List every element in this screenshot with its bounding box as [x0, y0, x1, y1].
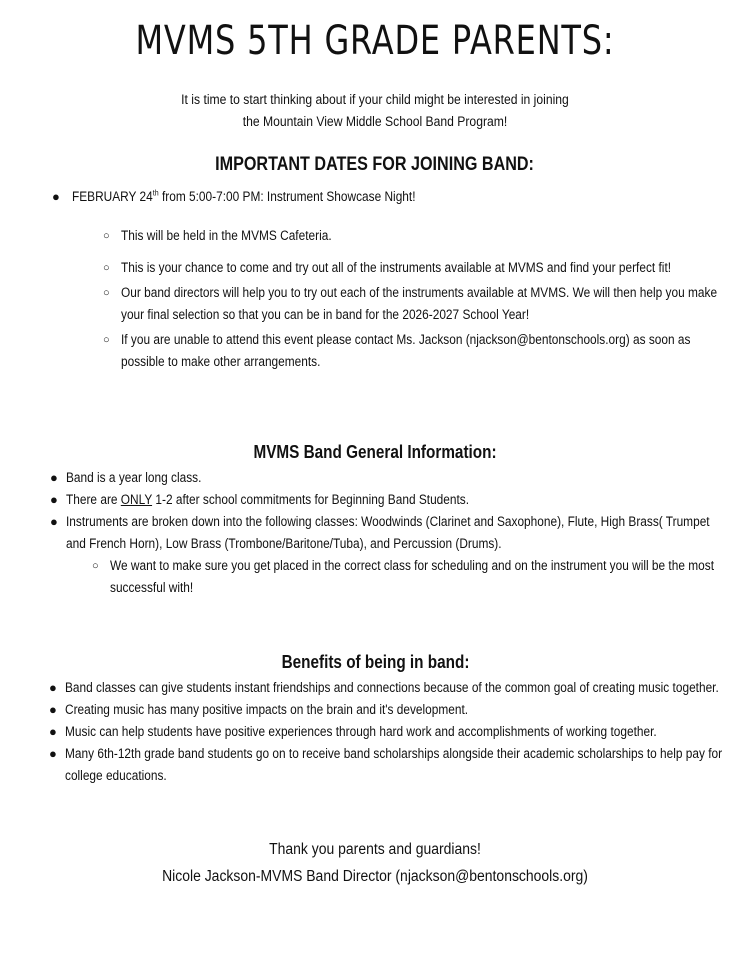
list-item: ○ We want to make sure you get placed in the correct class for scheduling and on the instrument you will be the most successful with!	[66, 555, 730, 599]
list-item: ○ This will be held in the MVMS Cafeteria.	[72, 225, 732, 247]
bullet-icon: ●	[50, 470, 58, 485]
list-item: ● There are ONLY 1-2 after school commitments for Beginning Band Students.	[50, 489, 730, 511]
list-item: ○ If you are unable to attend this event please contact Ms. Jackson (njackson@bentonschools.org) as soon as possible to make other arrangements.	[72, 329, 732, 373]
dates-list	[52, 186, 732, 376]
bullet-icon: ●	[50, 492, 58, 507]
intro-line-2: the Mountain View Middle School Band Program!	[242, 114, 508, 129]
instrument-class-details	[66, 555, 730, 599]
bullet-icon: ●	[49, 702, 57, 717]
list-item: ○ Our band directors will help you to try out each of the instruments available at MVMS. We will then help you make your final selection so that you can be in band for the 2026-2027 School Year!	[72, 282, 732, 326]
bullet-icon: ●	[50, 514, 58, 529]
circle-bullet-icon: ○	[103, 334, 110, 346]
list-item: ● Many 6th-12th grade band students go on to receive band scholarships alongside their academic scholarships to help pay for college educations.	[49, 743, 729, 787]
dates-heading: IMPORTANT DATES FOR JOINING BAND:	[215, 154, 535, 175]
list-item: ● Band is a year long class.	[50, 467, 730, 489]
bullet-icon: ●	[49, 724, 57, 739]
list-item: ○ This is your chance to come and try out all of the instruments available at MVMS and find your perfect fit!	[72, 257, 732, 279]
list-item: ● Instruments are broken down into the following classes: Woodwinds (Clarinet and Saxophone), Flute, High Brass( Trumpet and French Horn), Low Brass (Trombone/Baritone/Tuba), and Percussion (Drums). ○ We want to make sure you get placed in the correct class for scheduling and on the instrument you will be the most successful with!	[50, 511, 730, 599]
bullet-icon: ●	[52, 189, 60, 204]
general-info-list	[50, 467, 730, 599]
closing	[0, 836, 750, 890]
circle-bullet-icon: ○	[92, 560, 99, 572]
showcase-details	[72, 225, 732, 373]
benefits-heading: Benefits of being in band:	[281, 652, 469, 672]
list-item: ● Music can help students have positive experiences through hard work and accomplishments of working together.	[49, 721, 729, 743]
intro-text	[0, 89, 750, 133]
list-item: ● Creating music has many positive impacts on the brain and it's development.	[49, 699, 729, 721]
intro-line-1: It is time to start thinking about if your child might be interested in joining	[181, 92, 569, 107]
general-info-heading: MVMS Band General Information:	[253, 442, 497, 462]
page-title: MVMS 5TH GRADE PARENTS:	[135, 18, 615, 64]
bullet-icon: ●	[49, 746, 57, 761]
circle-bullet-icon: ○	[103, 287, 110, 299]
signature: Nicole Jackson-MVMS Band Director (njackson@bentonschools.org)	[162, 868, 588, 885]
bullet-icon: ●	[49, 680, 57, 695]
circle-bullet-icon: ○	[103, 262, 110, 274]
list-item: ● Band classes can give students instant friendships and connections because of the common goal of creating music together.	[49, 677, 729, 699]
thank-you-text: Thank you parents and guardians!	[269, 841, 481, 858]
list-item-showcase: ● FEBRUARY 24th from 5:00-7:00 PM: Instrument Showcase Night! ○ This will be held in the MVMS Cafeteria. ○ This is your chance to come and try out all of the instruments available at MVMS and find your perfect fit! ○ Our band directors will help you to try out each of the instruments available at MVMS. We will then help you make your final selection so that you can be in band for the 2026-2027 School Year! ○ If you are unable to attend this event please contact Ms. Jackson (njackson@bentonschools.org) as soon as possible to make other arrangements.	[52, 186, 732, 373]
benefits-list	[49, 677, 729, 787]
circle-bullet-icon: ○	[103, 230, 110, 242]
